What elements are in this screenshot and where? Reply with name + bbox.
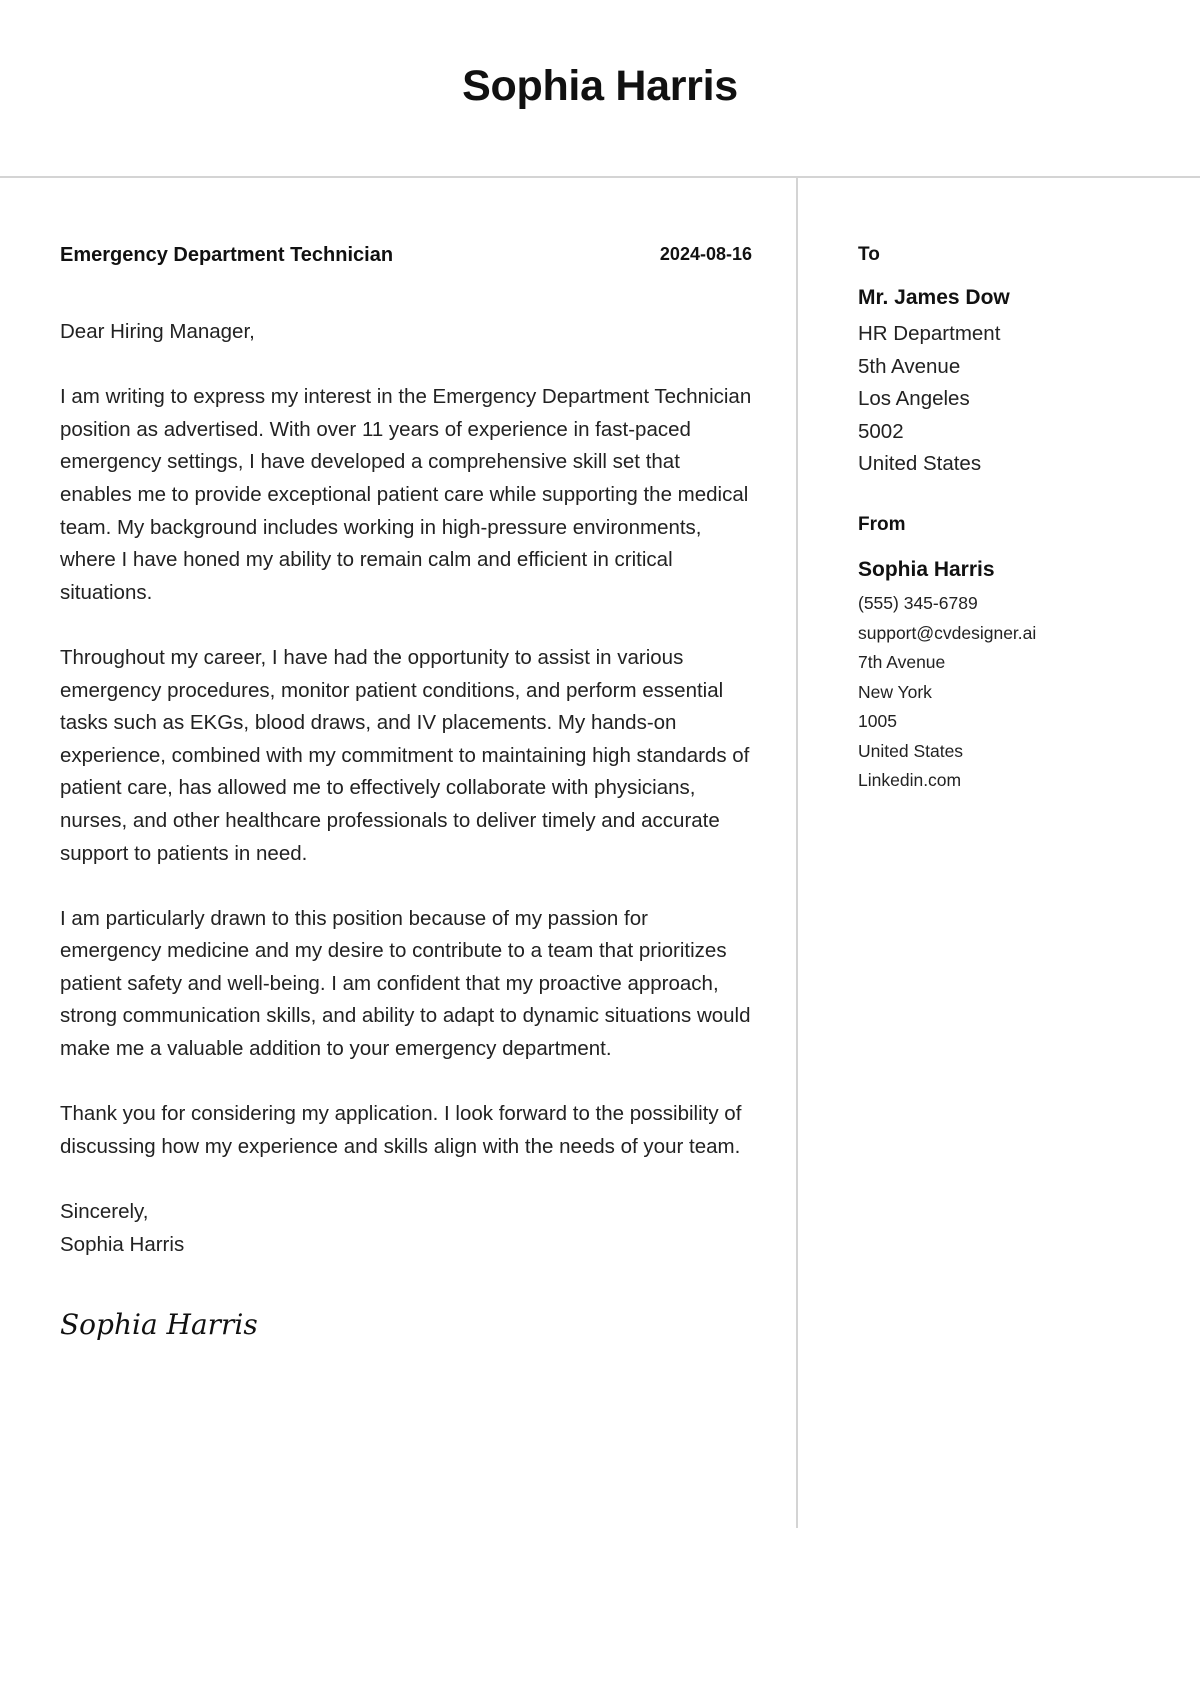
page-title: Sophia Harris <box>462 62 738 110</box>
sender-name: Sophia Harris <box>858 558 995 581</box>
greeting: Dear Hiring Manager, <box>60 320 255 343</box>
sender-city: New York <box>858 681 932 702</box>
recipient-name: Mr. James Dow <box>858 286 1010 309</box>
header <box>0 0 1200 178</box>
recipient-address <box>858 318 1000 481</box>
paragraph-1: I am writing to express my interest in the Emergency Department Technician position as advertised. With over 11 years of experience in fast-paced emergency settings, I have developed a comprehensive skill set that enables me to provide exceptional patient care while supporting the medical team. My background includes working in high-pressure environments, where I have honed my ability to remain calm and efficient in critical situations. <box>60 385 752 604</box>
sender-linkedin: Linkedin.com <box>858 770 962 790</box>
recipient-postcode: 5002 <box>858 419 904 443</box>
sender-country: United States <box>858 740 964 761</box>
job-title: Emergency Department Technician <box>60 244 394 266</box>
recipient-city: Los Angeles <box>858 387 970 411</box>
to-label: To <box>858 244 880 265</box>
sender-email: support@cvdesigner.ai <box>858 622 1037 643</box>
sender-street: 7th Avenue <box>858 652 946 672</box>
sender-contact <box>858 589 1036 796</box>
column-divider <box>796 178 798 1528</box>
letter-date: 2024-08-16 <box>659 244 752 264</box>
recipient-street: 5th Avenue <box>858 354 961 378</box>
closing: Sincerely, <box>60 1200 149 1224</box>
sender-phone: (555) 345-6789 <box>858 593 978 613</box>
letter-body <box>60 316 752 1261</box>
paragraph-3: I am particularly drawn to this position because of my passion for emergency medicine and my desire to contribute to a team that prioritizes patient safety and well-being. I am confident that my proactive approach, strong communication skills, and ability to adapt to dynamic situations would make me a valuable addition to your emergency department. <box>60 906 751 1061</box>
sender-postcode: 1005 <box>858 711 897 731</box>
closing-name: Sophia Harris <box>60 1232 185 1256</box>
signature: Sophia Harris <box>60 1308 258 1341</box>
paragraph-2: Throughout my career, I have had the opportunity to assist in various emergency procedures, monitor patient conditions, and perform essential tasks such as EKGs, blood draws, and IV placements. My hands-on experience, combined with my commitment to maintaining high standards of patient care, has allowed me to effectively collaborate with physicians, nurses, and other healthcare professionals to deliver timely and accurate support to patients in need. <box>60 645 750 865</box>
recipient-department: HR Department <box>858 322 1001 345</box>
recipient-country: United States <box>858 452 982 476</box>
from-label: From <box>858 514 906 535</box>
paragraph-4: Thank you for considering my application. I look forward to the possibility of discussing how my experience and skills align with the needs of your team. <box>60 1102 742 1158</box>
